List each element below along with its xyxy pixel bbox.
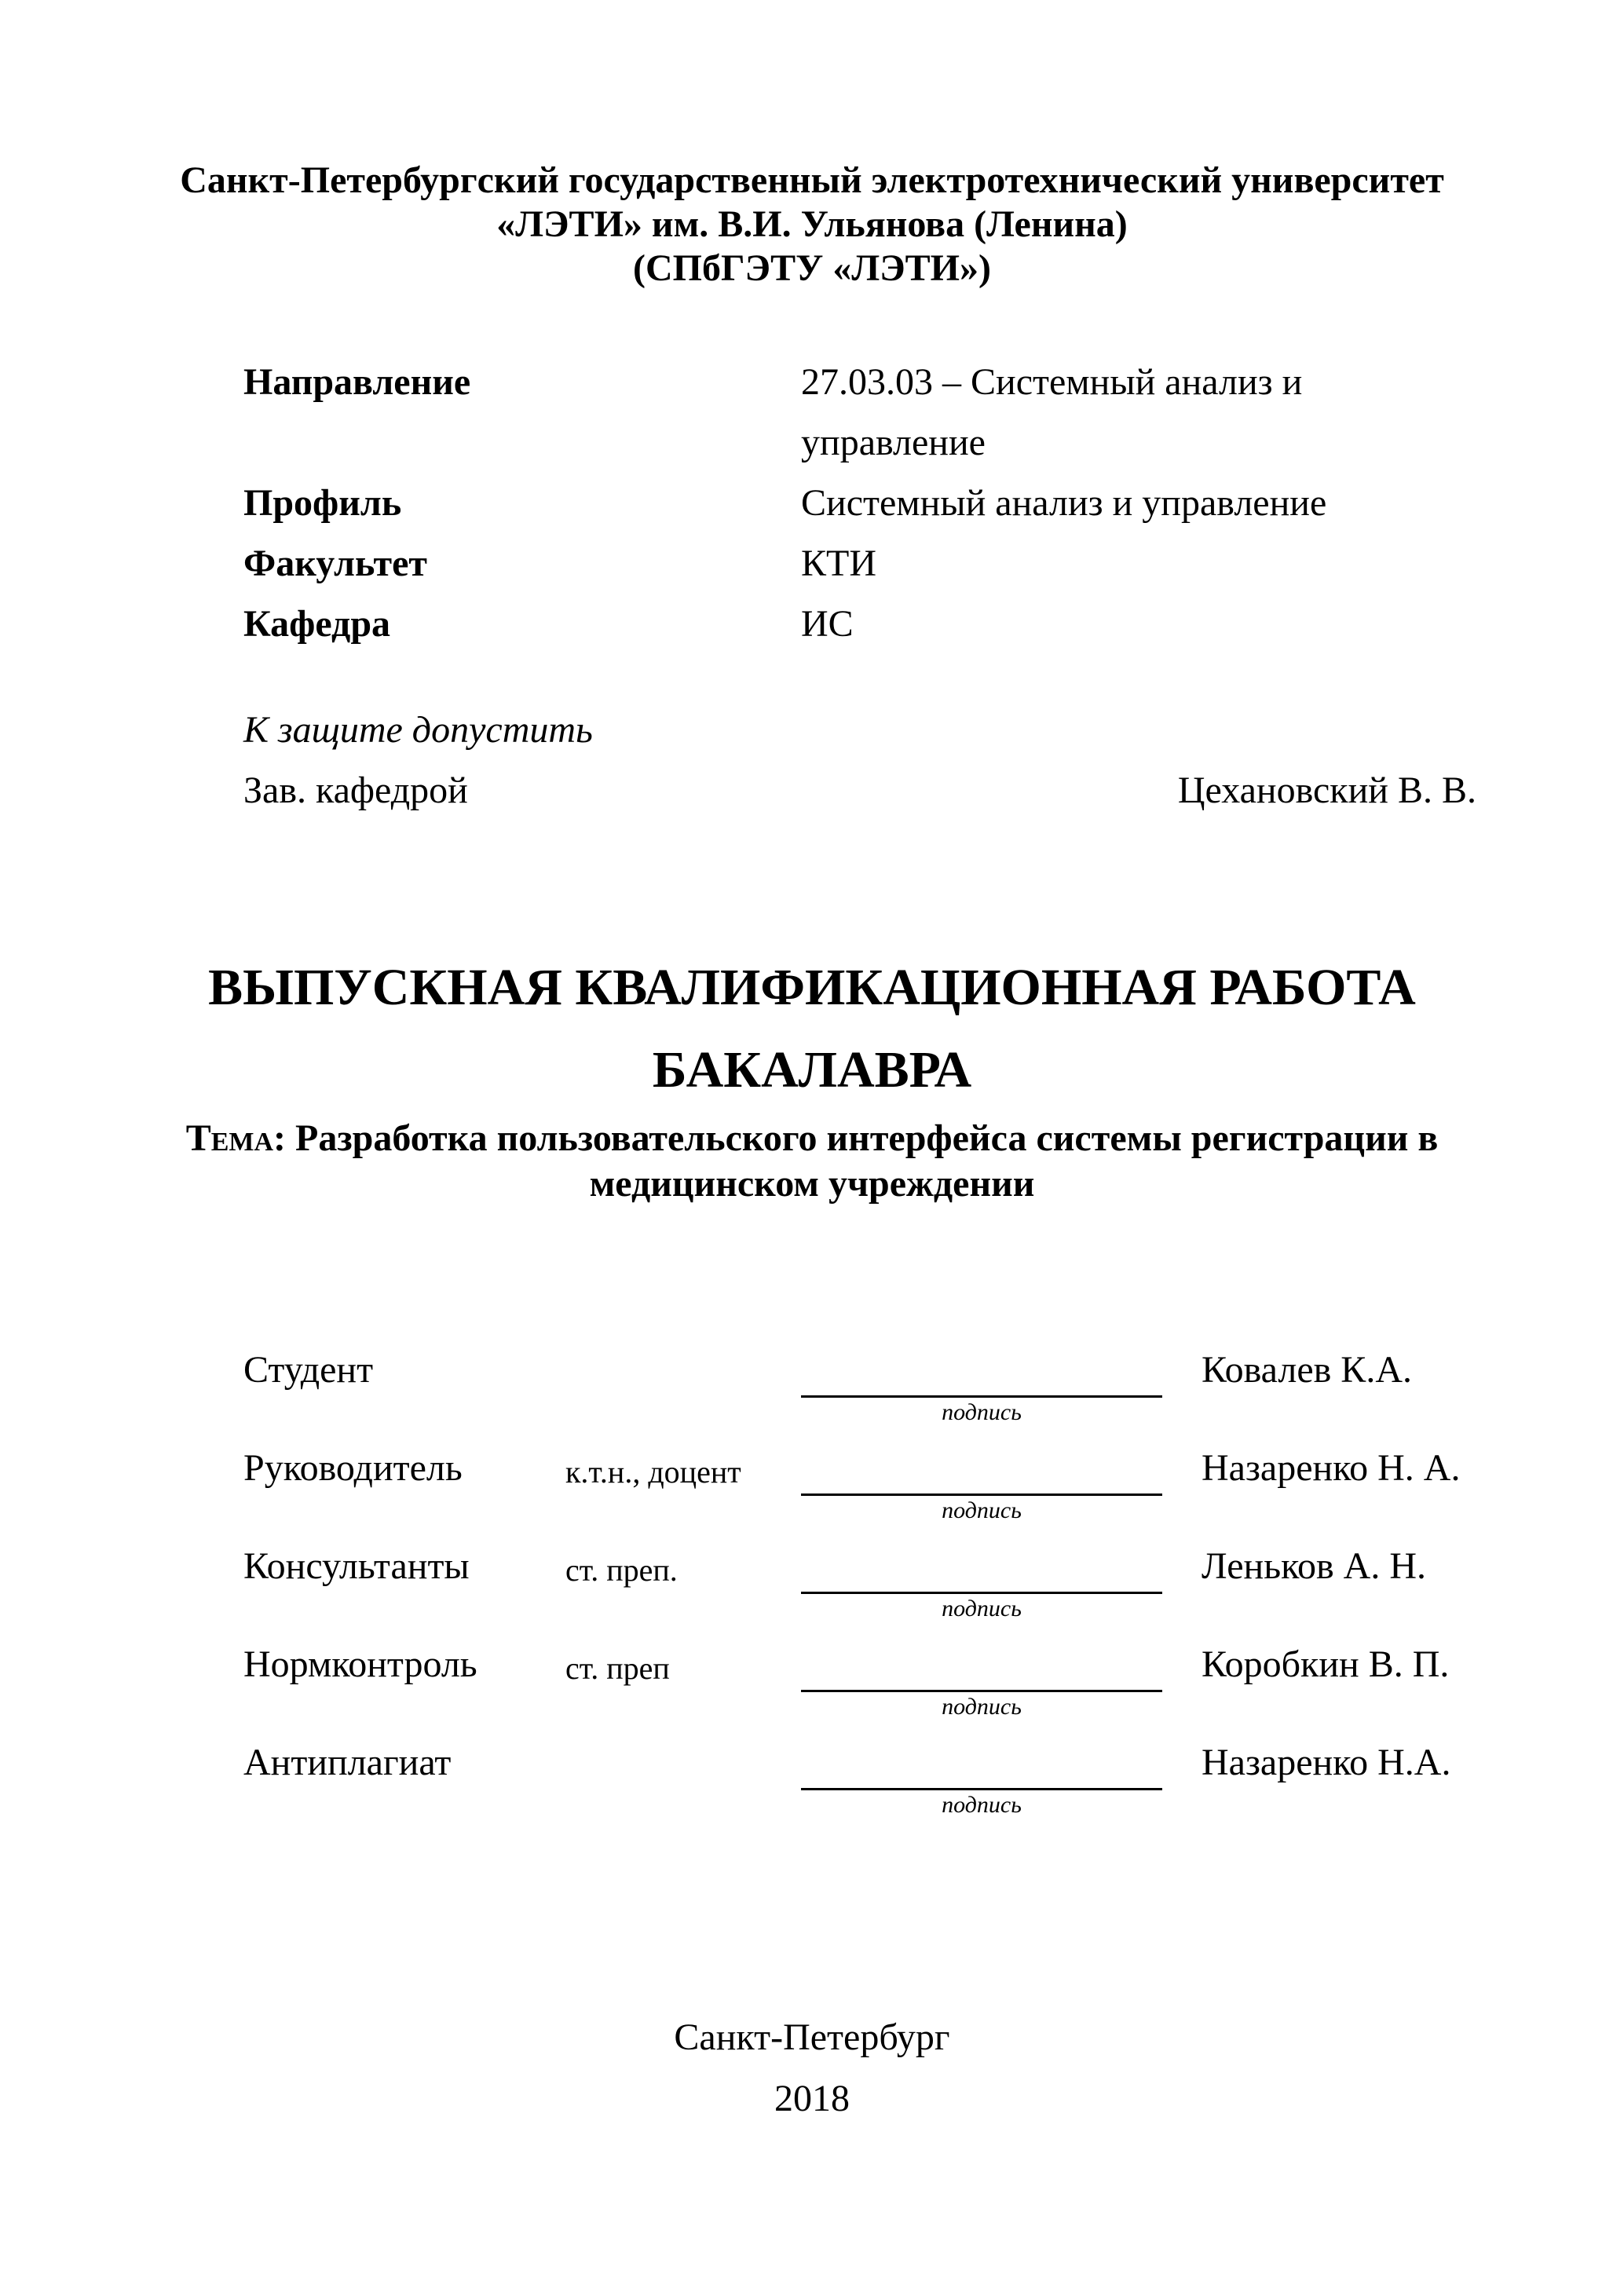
normcontrol-role-label: Нормконтроль <box>243 1643 477 1685</box>
university-header <box>0 159 1624 291</box>
profile-value: Системный анализ и управление <box>801 482 1327 524</box>
antiplagiarism-signature-line <box>801 1788 1162 1820</box>
consultants-signature-line <box>801 1592 1162 1624</box>
admission-phrase: К защите допустить <box>243 709 593 751</box>
theme-text: Разработка пользовательского интерфейса системы регистрации в медицинском учреждении <box>286 1117 1439 1205</box>
theme-paragraph <box>168 1116 1456 1207</box>
head-of-department-label: Зав. кафедрой <box>243 770 468 811</box>
student-signature-line <box>801 1395 1162 1428</box>
footer <box>0 2007 1624 2130</box>
supervisor-role-label: Руководитель <box>243 1447 463 1489</box>
faculty-label: Факультет <box>243 543 427 584</box>
theme-label: Тема: <box>185 1117 287 1159</box>
consultants-degree: ст. преп. <box>565 1552 678 1588</box>
direction-value: 27.03.03 – Системный анализ и управление <box>801 361 1303 463</box>
consultants-role-label: Консультанты <box>243 1545 470 1587</box>
consultants-name: Леньков А. Н. <box>1202 1545 1426 1587</box>
signature-row-student <box>243 1348 1476 1446</box>
admission-row <box>243 760 1476 821</box>
info-row-direction <box>243 352 1476 473</box>
info-row-faculty <box>243 533 1476 594</box>
head-of-department-name: Цехановский В. В. <box>1177 770 1476 811</box>
profile-label: Профиль <box>243 482 402 524</box>
student-name: Ковалев К.А. <box>1202 1349 1412 1391</box>
normcontrol-degree: ст. преп <box>565 1651 670 1686</box>
signature-row-normcontrol <box>243 1643 1476 1741</box>
signature-caption: подпись <box>942 1399 1022 1425</box>
signature-caption: подпись <box>942 1497 1022 1523</box>
program-info-table <box>243 352 1476 654</box>
normcontrol-signature-line <box>801 1690 1162 1722</box>
supervisor-degree: к.т.н., доцент <box>565 1454 741 1490</box>
faculty-value: КТИ <box>801 543 876 584</box>
antiplagiarism-role-label: Антиплагиат <box>243 1742 452 1783</box>
department-value: ИС <box>801 603 854 645</box>
work-title <box>0 946 1624 1111</box>
normcontrol-name: Коробкин В. П. <box>1202 1643 1450 1685</box>
admission-block <box>243 700 1476 821</box>
supervisor-name: Назаренко Н. А. <box>1202 1447 1461 1489</box>
supervisor-signature-line <box>801 1493 1162 1526</box>
signature-row-supervisor <box>243 1446 1476 1545</box>
info-row-profile <box>243 473 1476 533</box>
footer-city: Санкт-Петербург <box>674 2016 950 2058</box>
signature-caption: подпись <box>942 1694 1022 1720</box>
signature-row-consultants <box>243 1545 1476 1643</box>
antiplagiarism-name: Назаренко Н.А. <box>1202 1742 1451 1783</box>
student-role-label: Студент <box>243 1349 374 1391</box>
university-name-line2: «ЛЭТИ» им. В.И. Ульянова (Ленина) <box>496 203 1128 245</box>
signature-caption: подпись <box>942 1792 1022 1818</box>
info-row-department <box>243 594 1476 654</box>
work-title-line2: БАКАЛАВРА <box>652 1041 972 1099</box>
department-label: Кафедра <box>243 603 391 645</box>
university-name-line3: (СПбГЭТУ «ЛЭТИ») <box>633 247 991 289</box>
university-name-line1: Санкт-Петербургский государственный электротехнический университет <box>180 159 1444 201</box>
signature-row-antiplagiarism <box>243 1741 1476 1839</box>
work-title-line1: ВЫПУСКНАЯ КВАЛИФИКАЦИОННАЯ РАБОТА <box>208 959 1416 1016</box>
signatures-block <box>243 1348 1476 1839</box>
direction-label: Направление <box>243 361 471 403</box>
footer-year: 2018 <box>774 2078 850 2119</box>
signature-caption: подпись <box>942 1596 1022 1621</box>
